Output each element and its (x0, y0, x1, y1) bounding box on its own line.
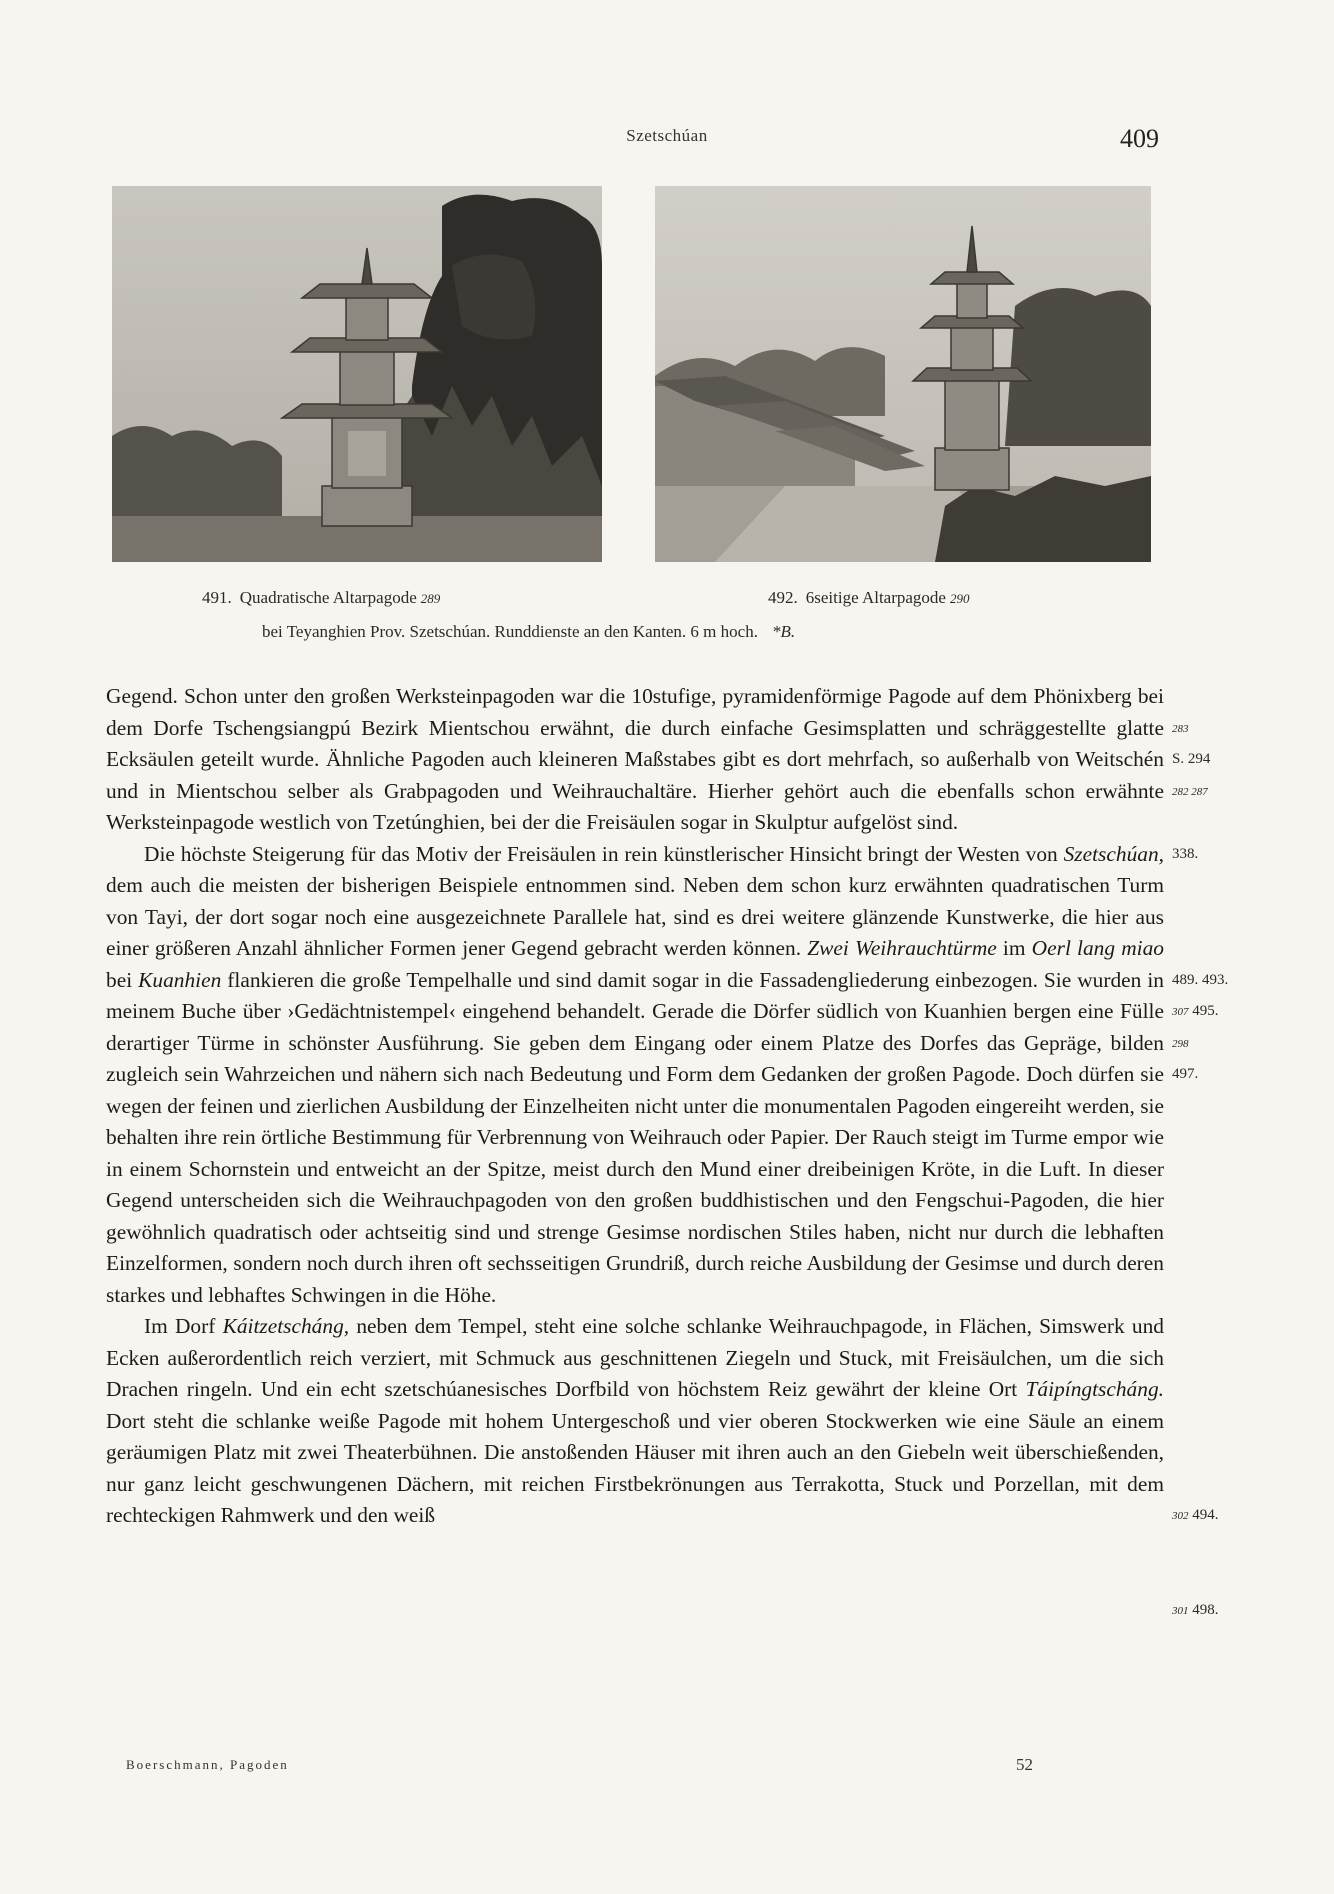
shared-caption-text: bei Teyanghien Prov. Szetschúan. Runddienste an den Kanten. 6 m hoch. (262, 622, 758, 641)
place-taipingtschang: Táipíngtscháng. (1025, 1377, 1164, 1401)
margin-note: 307 495. (1172, 1003, 1219, 1019)
margin-note: 338. (1172, 846, 1199, 862)
margin-note: 282 287 (1172, 786, 1208, 798)
margin-note: 298 (1172, 1038, 1189, 1050)
margin-note: 497. (1172, 1066, 1199, 1082)
photo-hexagonal-altar-pagoda (655, 186, 1151, 562)
paragraph-1 (106, 681, 1164, 839)
margin-note: S. 294 (1172, 751, 1211, 767)
margin-note: 302 494. (1172, 1507, 1219, 1523)
body-text (106, 681, 1164, 1532)
place-oerl-lang-miao: Oerl lang miao (1031, 936, 1165, 960)
figure-492-title: 6seitige Altarpagode (805, 588, 946, 607)
figure-492-number: 492. (768, 588, 798, 607)
paragraph-1-text: Gegend. Schon unter den großen Werksteinpagoden war die 10stufige, pyramidenförmige Pagode auf dem Phönixberg bei dem Dorfe Tschengsiangpú Bezirk Mientschou erwähnt, die durch einfache Gesimsplatten und schräggestellte glatte Ecksäulen geteilt wurde. Ähnliche Pagoden auch kleineren Maßstabes gibt es dort mehrfach, so außerhalb von Weitschén und in Mientschou selber als Grabpagoden und Weihrauchaltäre. Hierher gehört auch die ebenfalls schon erwähnte Werksteinpagode westlich von Tzetúnghien, bei der die Freisäulen sogar in Skulptur aufgelöst sind. (106, 684, 1164, 834)
paragraph-3-part-b: neben dem Tempel, steht eine solche schlanke Weihrauchpagode, in Flächen, Simswerk und Ecken außerordentlich reich verziert, mit Schmuck aus geschnittenen Ziegeln und Stuck, mit Freisäulchen, um die sich Drachen ringeln. Und ein echt szetschúanesisches Dorfbild von höchstem Reiz gewährt der kleine Ort (106, 1314, 1164, 1401)
photo-square-altar-pagoda-image (112, 186, 602, 562)
photo-credit: *B. (771, 622, 796, 641)
figure-492-caption (768, 588, 969, 608)
figure-491-caption (202, 588, 440, 608)
footer-signature: 52 (1016, 1755, 1033, 1774)
running-title: Szetschúan (626, 126, 708, 145)
paragraph-2-part-b: dem auch die meisten der bisherigen Beispiele entnommen sind. Neben dem schon kurz erwähnten quadratischen Turm von Tayi, der dort sogar noch eine ausgezeichnete Parallele hat, sind es drei weitere glänzende Kunstwerke, die hier aus einer größeren Anzahl ähnlicher Formen jener Gegend gebracht werden können. (106, 873, 1164, 960)
photo-square-altar-pagoda (112, 186, 602, 562)
paragraph-2-part-c: im (996, 936, 1032, 960)
figure-491-title: Quadratische Altarpagode (239, 588, 417, 607)
margin-note: 489. 493. (1172, 972, 1229, 988)
paragraph-2-part-e: flankieren die große Tempelhalle und sind damit sogar in die Fassadengliederung einbezogen. Sie wurden in meinem Buche über ›Gedächtnistempel‹ eingehend behandelt. Gerade die Dörfer südlich von Kuanhien bergen eine Fülle derartiger Türme in schönster Ausführung. Sie geben dem Eingang oder einem Platze des Dorfes das Gepräge, bilden zugleich sein Wahrzeichen und nähern sich nach Bedeutung und Form dem Gedanken der großen Pagode. Doch dürfen sie wegen der feinen und zierlichen Ausbildung der Einzelheiten nicht unter die monumentalen Pagoden eingereiht werden, sie behalten ihre rein örtliche Bestimmung für Verbrennung von Weihrauch oder Papier. Der Rauch steigt im Turme empor wie in einem Schornstein und entweicht an der Spitze, meist durch den Mund einer dreibeinigen Kröte, in die Luft. In dieser Gegend unterscheiden sich die Weihrauchpagoden von den großen buddhistischen und den Fengschui-Pagoden, die hier gewöhnlich quadratisch oder achtseitig sind und strenge Gesimse nordischen Stiles haben, nicht nur durch die lebhaften Einzelformen, sondern noch durch ihren oft sechsseitigen Grundriß, durch reiche Ausbildung der Gesimse und durch deren starkes und lebhaftes Schwingen in die Höhe. (106, 967, 1164, 1307)
paragraph-3 (106, 1311, 1164, 1532)
paragraph-3-part-c: Dort steht die schlanke weiße Pagode mit hohem Untergeschoß und vier oberen Stockwerken wie eine Säule an einem geräumigen Platz mit zwei Theaterbühnen. Die anstoßenden Häuser mit ihren auch an den Giebeln weit überschießenden, nur ganz leicht geschwungenen Dächern, mit reichen Firstbekrönungen aus Terrakotta, Stuck und Porzellan, mit dem rechteckigen Rahmwerk und den weiß (106, 1408, 1164, 1527)
photo-hexagonal-altar-pagoda-image (655, 186, 1151, 562)
margin-note: 301 498. (1172, 1602, 1219, 1618)
figure-491-number: 491. (202, 588, 232, 607)
term-zwei-weihrauchtuerme: Zwei Weihrauchtürme (807, 936, 997, 960)
figure-492-ref: 290 (949, 591, 970, 606)
page-number: 409 (1120, 124, 1159, 153)
footer-author-title: Boerschmann, Pagoden (126, 1757, 289, 1772)
margin-note: 283 (1172, 723, 1189, 735)
paragraph-2-part-a: Die höchste Steigerung für das Motiv der Freisäulen in rein künstlerischer Hinsicht bringt der Westen von (144, 841, 1064, 866)
paragraph-2 (106, 839, 1164, 1312)
paragraph-2-part-d: bei (106, 967, 139, 992)
place-kaitzetschang: Káitzetscháng, (222, 1314, 350, 1338)
place-szetschuan: Szetschúan, (1063, 841, 1164, 866)
figure-491-ref: 289 (420, 591, 441, 606)
shared-caption (262, 622, 795, 642)
paragraph-3-part-a: Im Dorf (144, 1314, 223, 1338)
place-kuanhien: Kuanhien (138, 967, 222, 992)
